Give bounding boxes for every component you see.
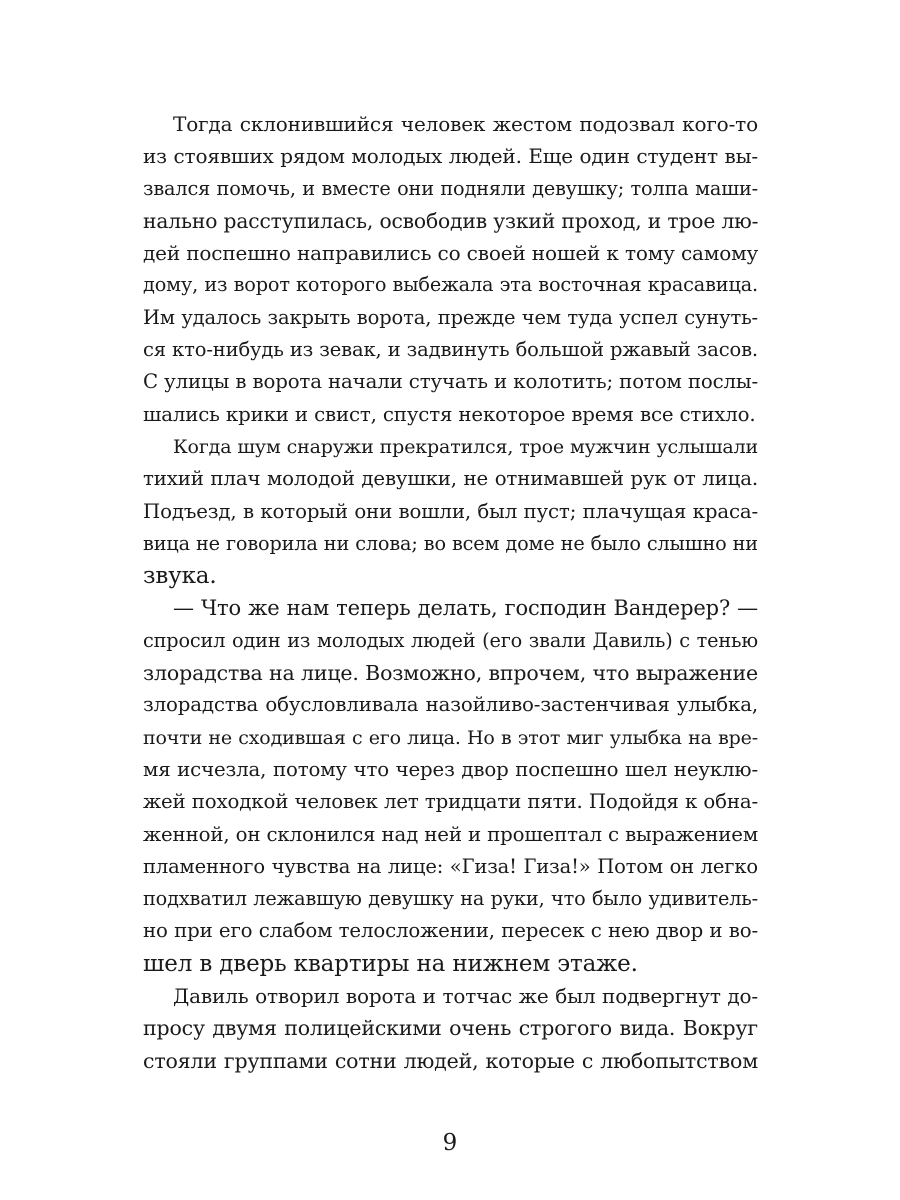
text-line: жей походкой человек лет тридцати пяти. Подойдя к обна-: [143, 790, 758, 814]
text-line: вица не говорила ни слова; во всем доме не было слышно ни: [143, 531, 758, 555]
text-line: шались крики и свист, спустя некоторое время все стихло.: [143, 402, 756, 426]
text-line: стояли группами сотни людей, которые с любопытством: [143, 1048, 758, 1073]
text-line: — Что же нам теперь делать, господин Вандерер? —: [173, 596, 758, 621]
text-line: С улицы в ворота начали стучать и колотить; потом послы-: [143, 370, 758, 394]
text-line: звука.: [143, 563, 217, 590]
text-line: тихий плач молодой девушки, не отнимавшей рук от лица.: [143, 467, 758, 491]
text-line: звался помочь, и вместе они подняли девушку; толпа маши-: [143, 176, 758, 200]
text-line: Подъезд, в который они вошли, был пуст; плачущая краса-: [143, 499, 758, 523]
text-line: мя исчезла, потому что через двор поспешно шел неуклю-: [143, 757, 758, 781]
paragraph: [143, 108, 758, 431]
text-line: злорадства на лице. Возможно, впрочем, что выражение: [143, 661, 758, 686]
page-body: [143, 108, 758, 1077]
text-line: подхватил лежавшую девушку на руки, что было удивитель-: [143, 887, 758, 911]
paragraph: [143, 980, 758, 1077]
text-line: спросил один из молодых людей (его звали Давиль) с тенью: [143, 628, 758, 652]
text-line: просу двумя полицейскими очень строгого вида. Вокруг: [143, 1016, 758, 1041]
text-line: Тогда склонившийся человек жестом подозвал кого-то: [173, 112, 758, 136]
text-line: пламенного чувства на лице: «Гиза! Гиза!» Потом он легко: [143, 854, 758, 878]
text-line: но при его слабом телосложении, пересек с нею двор и во-: [143, 919, 758, 943]
page-number: 9: [442, 1130, 458, 1156]
text-line: Им удалось закрыть ворота, прежде чем туда успел сунуть-: [143, 305, 758, 329]
text-line: Когда шум снаружи прекратился, трое мужчин услышали: [173, 435, 758, 458]
text-line: Давиль отворил ворота и тотчас же был подвергнут до-: [173, 984, 758, 1009]
text-line: из стоявших рядом молодых людей. Еще один студент вы-: [143, 144, 758, 169]
text-line: дому, из ворот которого выбежала эта восточная красавица.: [143, 273, 758, 297]
text-block: [143, 108, 758, 1077]
text-line: дей поспешно направились со своей ношей к тому самому: [143, 241, 758, 266]
paragraph: [143, 592, 758, 980]
text-line: шел в дверь квартиры на нижнем этаже.: [143, 950, 638, 977]
text-line: злорадства обусловливала назойливо-застенчивая улыбка,: [143, 693, 758, 717]
text-line: женной, он склонился над ней и прошептал с выражением: [143, 822, 758, 846]
text-line: ся кто-нибудь из зевак, и задвинуть большой ржавый засов.: [143, 338, 758, 362]
text-line: почти не сходившая с его лица. Но в этот миг улыбка на вре-: [143, 726, 758, 749]
text-line: нально расступилась, освободив узкий проход, и трое лю-: [143, 208, 758, 233]
paragraph: [143, 431, 758, 592]
